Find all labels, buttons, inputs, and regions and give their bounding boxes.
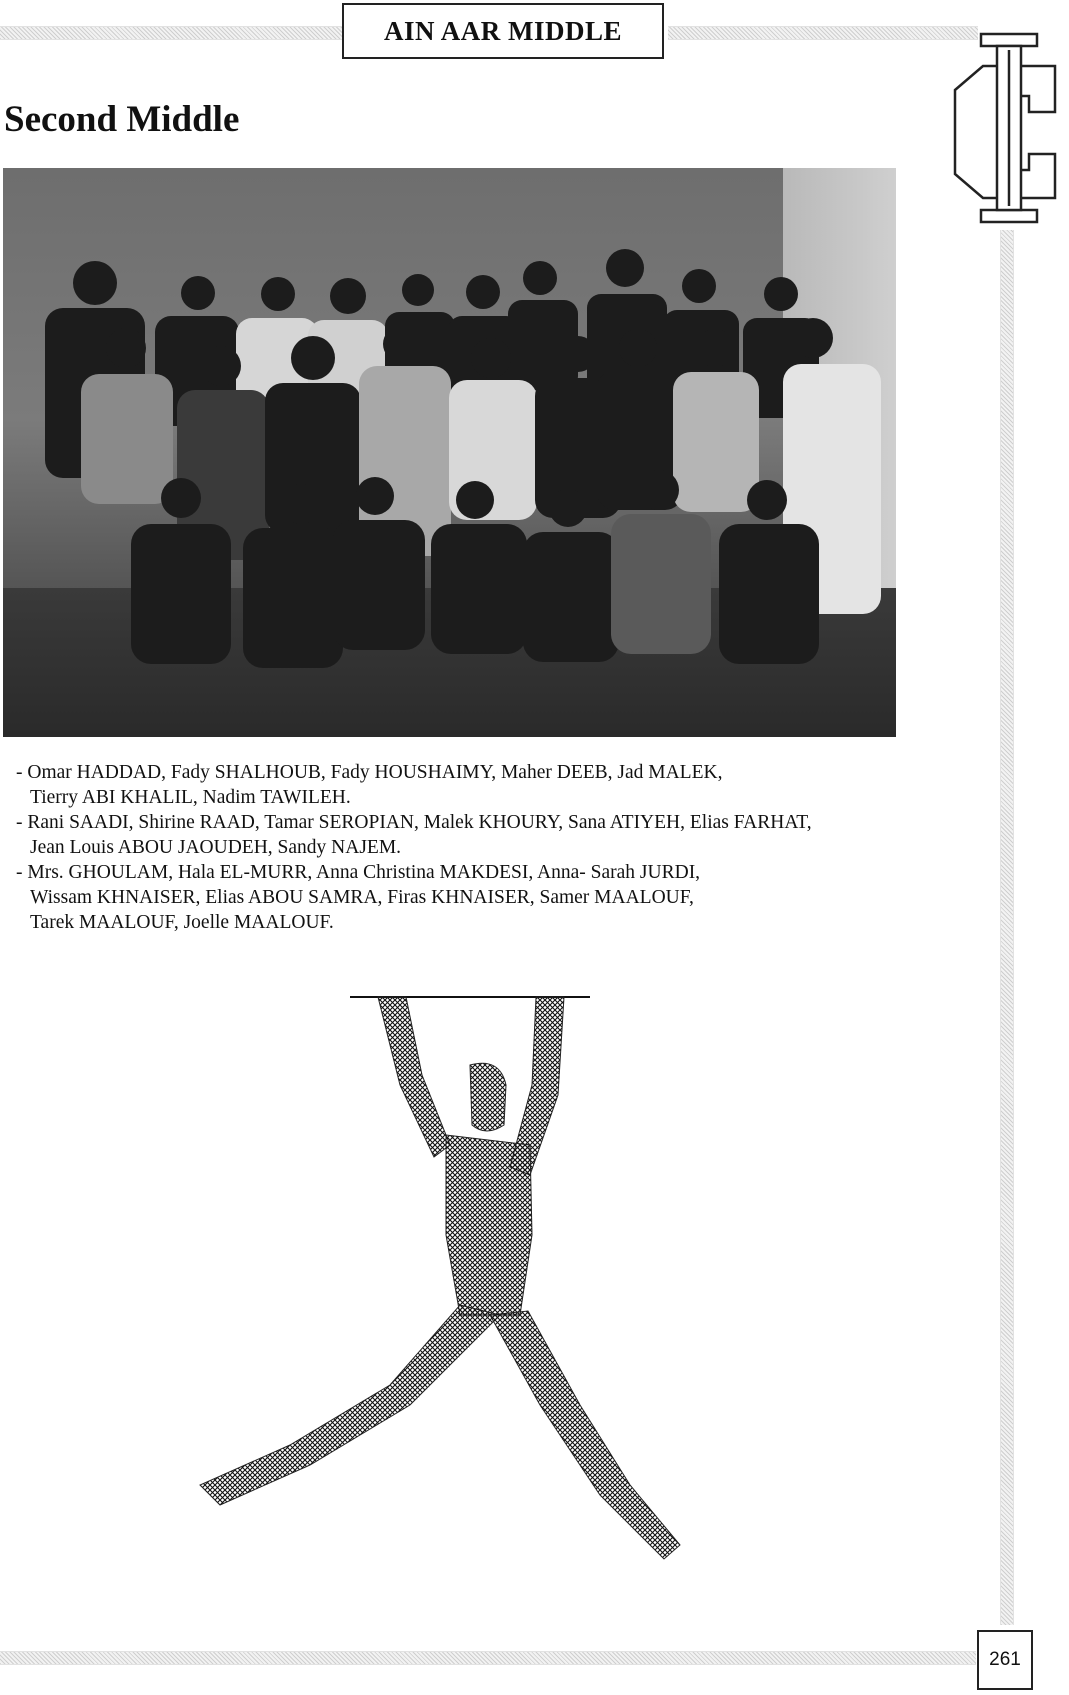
hanging-figure-illustration: [160, 985, 750, 1585]
page-title: Second Middle: [4, 99, 240, 140]
ic-logo-icon: [945, 20, 1069, 230]
bottom-rule: [0, 1651, 976, 1665]
group-silhouettes: [3, 168, 896, 737]
top-left-rule: [0, 26, 342, 40]
photo-caption: [16, 760, 896, 935]
top-right-rule: [668, 26, 978, 40]
caption-line: - Omar HADDAD, Fady SHALHOUB, Fady HOUSHAIMY, Maher DEEB, Jad MALEK,: [16, 762, 723, 783]
section-header: [342, 3, 664, 59]
caption-line: Jean Louis ABOU JAOUDEH, Sandy NAJEM.: [30, 837, 402, 858]
caption-line: - Rani SAADI, Shirine RAAD, Tamar SEROPIAN, Malek KHOURY, Sana ATIYEH, Elias FARHAT,: [16, 812, 812, 833]
section-header-label: AIN AAR MIDDLE: [383, 15, 623, 46]
class-group-photo: [3, 168, 896, 737]
right-vertical-rule: [1000, 230, 1014, 1625]
hanging-figure-icon: [160, 985, 750, 1585]
caption-line: Wissam KHNAISER, Elias ABOU SAMRA, Firas KHNAISER, Samer MAALOUF,: [30, 887, 694, 908]
caption-line: Tarek MAALOUF, Joelle MAALOUF.: [30, 912, 334, 933]
caption-line: - Mrs. GHOULAM, Hala EL-MURR, Anna Christina MAKDESI, Anna- Sarah JURDI,: [16, 862, 701, 883]
caption-line: Tierry ABI KHALIL, Nadim TAWILEH.: [30, 787, 351, 808]
page-number: 261: [989, 1649, 1021, 1670]
ic-logo: [945, 20, 1069, 230]
page-number-box: [977, 1630, 1033, 1690]
